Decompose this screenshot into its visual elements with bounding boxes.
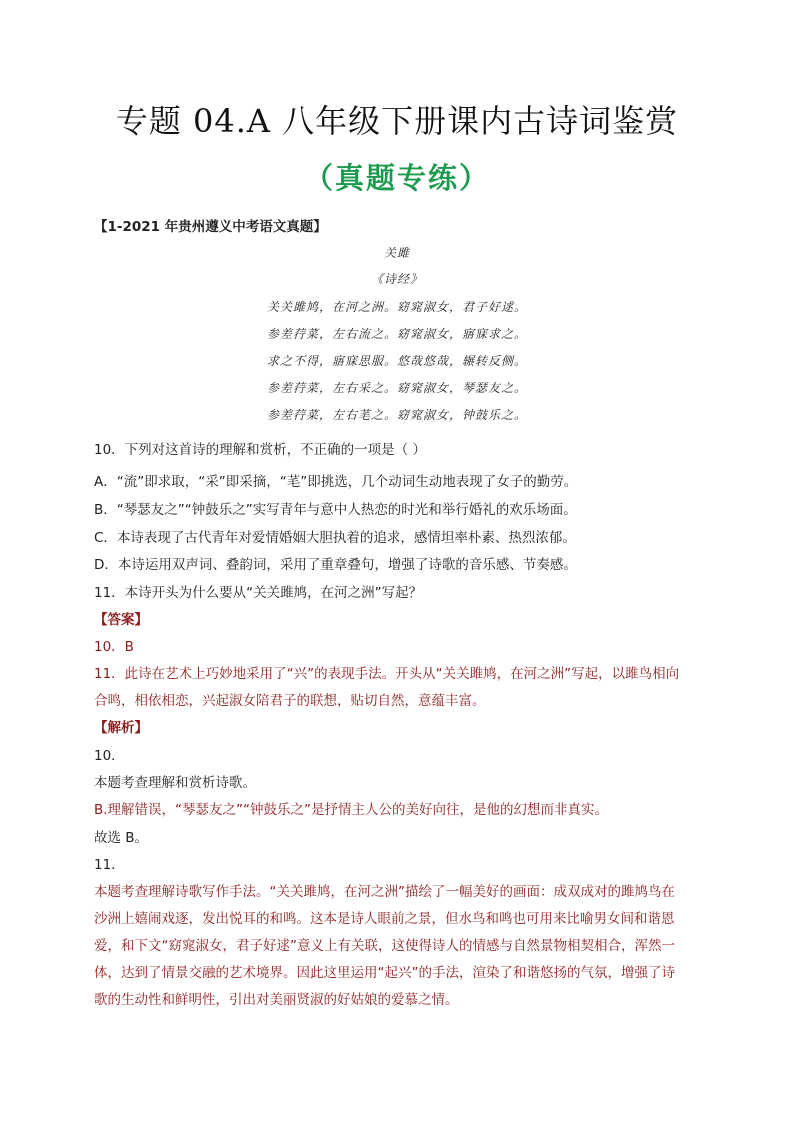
- poem-line: 参差荇菜，左右流之。窈窕淑女，寤寐求之。: [266, 327, 527, 341]
- poem-title: 关雎: [383, 246, 410, 260]
- page-title: 专题 04.A 八年级下册课内古诗词鉴赏: [115, 102, 679, 140]
- poem-line: 参差荇菜，左右芼之。窈窕淑女，钟鼓乐之。: [266, 408, 527, 422]
- answer-11-line: 合鸣，相依相恋，兴起淑女陪君子的联想，贴切自然，意蕴丰富。: [94, 693, 486, 709]
- analysis-11-line: 歌的生动性和鲜明性，引出对美丽贤淑的好姑娘的爱慕之情。: [94, 992, 459, 1008]
- analysis-10-number: 10．: [94, 748, 125, 764]
- question-10: 10．下列对这首诗的理解和赏析，不正确的一项是（ ）: [94, 442, 426, 458]
- answer-heading: 【答案】: [94, 612, 148, 628]
- analysis-10-intro: 本题考查理解和赏析诗歌。: [94, 775, 256, 791]
- source-tag: 【1-2021 年贵州遵义中考语文真题】: [94, 219, 327, 235]
- poem-line: 求之不得，寤寐思服。悠哉悠哉，辗转反侧。: [266, 354, 527, 368]
- analysis-11-line: 爱，和下文“窈窕淑女，君子好逑”意义上有关联，这使得诗人的情感与自然景物相契相合，浑然一: [94, 938, 675, 954]
- question-11: 11．本诗开头为什么要从“关关雎鸠，在河之洲”写起？: [94, 585, 423, 601]
- poem-source: 《诗经》: [370, 272, 423, 286]
- analysis-11-line: 本题考查理解诗歌写作手法。“关关雎鸠，在河之洲”描绘了一幅美好的画面：成双成对的雎鸠鸟在: [94, 884, 675, 900]
- option-b: B．“琴瑟友之”“钟鼓乐之”实写青年与意中人热恋的时光和举行婚礼的欢乐场面。: [94, 502, 577, 518]
- option-d: D．本诗运用双声词、叠韵词，采用了重章叠句，增强了诗歌的音乐感、节奏感。: [94, 557, 577, 573]
- option-a: A．“流”即求取，“采”即采摘，“芼”即挑选，几个动词生动地表现了女子的勤劳。: [94, 474, 578, 490]
- analysis-10-detail: B.理解错误，“琴瑟友之”“钟鼓乐之”是抒情主人公的美好向往，是他的幻想而非真实。: [94, 802, 609, 818]
- analysis-11-number: 11．: [94, 857, 125, 873]
- page-subtitle: （真题专练）: [303, 161, 490, 195]
- poem-line: 参差荇菜，左右采之。窈窕淑女，琴瑟友之。: [266, 381, 527, 395]
- answer-10: 10．B: [94, 639, 134, 655]
- analysis-11-line: 沙洲上嬉闹戏逐，发出悦耳的和鸣。这本是诗人眼前之景，但水鸟和鸣也可用来比喻男女间和谐恩: [94, 911, 675, 927]
- option-c: C．本诗表现了古代青年对爱情婚姻大胆执着的追求，感情坦率朴素、热烈浓郁。: [94, 530, 576, 546]
- analysis-11-line: 体，达到了情景交融的艺术境界。因此这里运用“起兴”的手法，渲染了和谐悠扬的气氛，增强了诗: [94, 965, 675, 981]
- poem-line: 关关雎鸠，在河之洲。窈窕淑女，君子好逑。: [266, 300, 527, 314]
- analysis-10-conclusion: 故选 B。: [94, 830, 149, 846]
- analysis-heading: 【解析】: [94, 720, 148, 736]
- answer-11-line: 11．此诗在艺术上巧妙地采用了“兴”的表现手法。开头从“关关雎鸠，在河之洲”写起，以雎鸟相向: [94, 666, 680, 682]
